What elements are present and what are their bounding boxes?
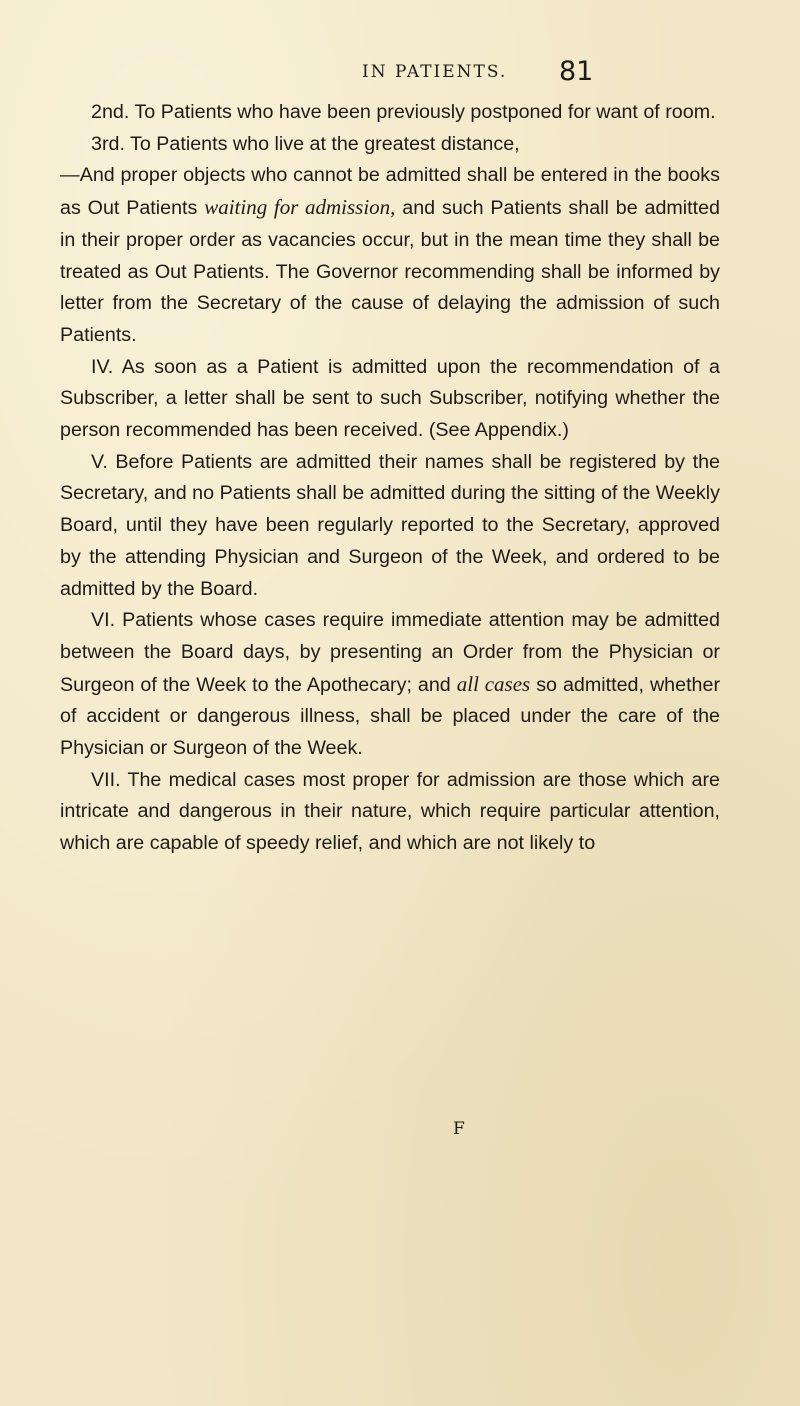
paragraph-2nd: 2nd. To Patients who have been previously postponed for want of room. xyxy=(91,101,716,123)
paragraph-3rd: 3rd. To Patients who live at the greatest distance, xyxy=(91,132,520,155)
paragraph-proper-objects-text-1: —And proper objects who cannot be admitted shall be entered in the books as Out Patients xyxy=(60,164,720,220)
body-text xyxy=(60,97,720,860)
page-number: 81 xyxy=(559,56,594,87)
paragraph-rule-vi-text-2: so admitted, whether of accident or dangerous illness, shall be placed under the care of the Physician or Surgeon of the Week. xyxy=(60,673,721,760)
paragraph-rule-vi-text-1: VI. Patients whose cases require immediate attention may be admitted between the Board days, by presenting an Order from the Physician or Surgeon of the Week to the Apothecary; and xyxy=(60,609,720,696)
paragraph-proper-objects xyxy=(60,160,720,351)
running-head xyxy=(0,56,800,90)
signature-mark: F xyxy=(453,1119,465,1139)
paragraph-rule-v: V. Before Patients are admitted their names shall be registered by the Secretary, and no Patients shall be admitted during the sitting of the Weekly Board, until they have been regularly reported to the Secretary, approved by the attending Physician and Surgeon of the Week, and ordered to be admitted by the Board. xyxy=(60,450,720,600)
running-title: IN PATIENTS. xyxy=(362,62,508,82)
all-cases-italic: all cases xyxy=(456,671,531,696)
paragraph-proper-objects-text-2: and such Patients shall be admitted in their proper order as vacancies occur, but in the mean time they shall be treated as Out Patients. The Governor recommending shall be informed by letter from the Secretary of the cause of delaying the admission of such Patients. xyxy=(60,197,721,346)
paragraph-rule-iv: IV. As soon as a Patient is admitted upon the recommendation of a Subscriber, a letter shall be sent to such Subscriber, notifying whether the person recommended has been received. (See Appendix.) xyxy=(60,355,720,442)
paragraph-rule-vi xyxy=(60,605,720,765)
waiting-for-admission-italic: waiting for admission, xyxy=(204,195,396,220)
paragraph-rule-vii: VII. The medical cases most proper for admission are those which are intricate and dangerous in their nature, which require particular attention, which are capable of speedy relief, and which are not likely to xyxy=(60,768,720,855)
